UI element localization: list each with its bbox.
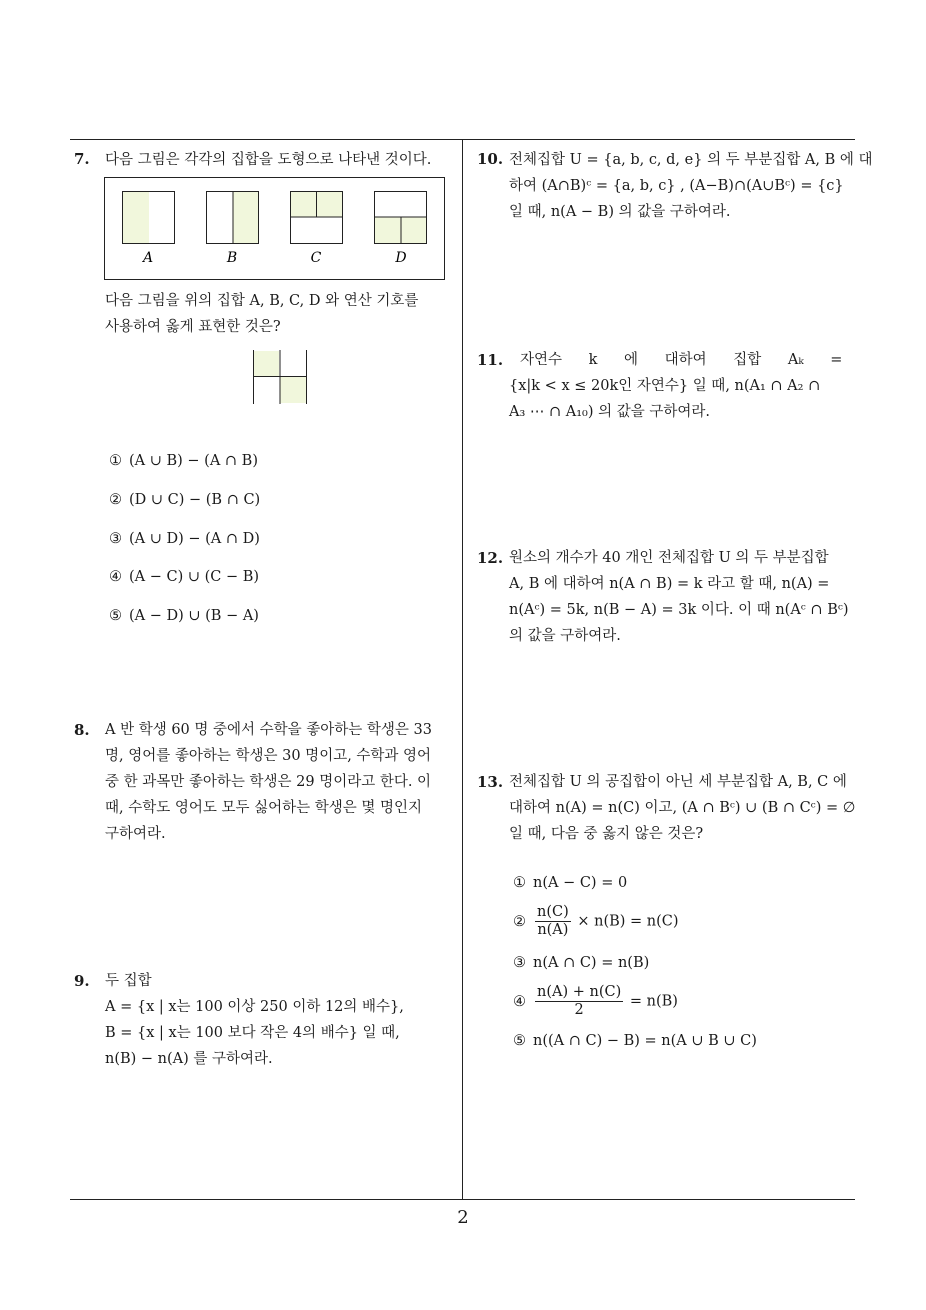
option-mark: ④ [513, 993, 526, 1010]
q10-number: 10. [477, 150, 504, 168]
q13-line: 일 때, 다음 중 옳지 않은 것은? [509, 826, 704, 842]
q7-prompt-line2: 사용하여 옳게 표현한 것은? [105, 319, 281, 335]
q8-line: 구하여라. [105, 826, 166, 842]
q8-line: 중 한 과목만 좋아하는 학생은 29 명이라고 한다. 이 [105, 774, 432, 790]
q12-line: 원소의 개수가 40 개인 전체집합 U 의 두 부분집합 [509, 550, 829, 566]
option-text: n(A ∩ C) = n(B) [533, 955, 650, 971]
q8-line: 명, 영어를 좋아하는 학생은 30 명이고, 수학과 영어 [105, 748, 432, 764]
q9-number: 9. [74, 972, 90, 990]
q12-line: A, B 에 대하여 n(A ∩ B) = k 라고 할 때, n(A) = [509, 576, 830, 592]
fraction-numerator: n(A) + n(C) [537, 984, 622, 1000]
q9-text [105, 968, 404, 1072]
q13-option-3[interactable] [513, 955, 649, 971]
option-mark: ④ [109, 569, 122, 585]
q10-line: 전체집합 U = {a, b, c, d, e} 의 두 부분집합 A, B 에 대 [509, 152, 873, 168]
q8-number: 8. [74, 721, 90, 739]
figure-a [122, 191, 175, 244]
fraction-denominator: n(A) [537, 922, 569, 938]
option-text: n(A − C) = 0 [533, 875, 628, 891]
column-divider [462, 139, 463, 1200]
q12-text [509, 545, 849, 649]
option-fraction [535, 904, 571, 939]
fraction-numerator: n(C) [537, 904, 569, 920]
figure-label-d: D [395, 250, 407, 266]
q11-line: {x|k < x ≤ 20k인 자연수} 일 때, n(A₁ ∩ A₂ ∩ [509, 378, 821, 394]
q10-line: 일 때, n(A − B) 의 값을 구하여라. [509, 204, 731, 220]
figure-c [291, 191, 344, 244]
option-text: (A − C) ∪ (C − B) [129, 569, 260, 585]
q12-line: n(Aᶜ) = 5k, n(B − A) = 3k 이다. 이 때 n(Aᶜ ∩ Bᶜ) [509, 602, 849, 618]
option-text: × n(B) = n(C) [577, 913, 679, 930]
q11-line: A₃ ⋯ ∩ A₁₀) 의 값을 구하여라. [509, 404, 710, 420]
q8-text [105, 717, 432, 847]
q9-line: 두 집합 [105, 973, 152, 989]
option-fraction [535, 984, 623, 1019]
option-mark: ② [109, 492, 122, 508]
q8-line: A 반 학생 60 명 중에서 수학을 좋아하는 학생은 33 [105, 722, 432, 738]
option-mark: ⑤ [513, 1033, 526, 1049]
q10-line: 하여 (A∩B)ᶜ = {a, b, c} , (A−B)∩(A∪Bᶜ) = {c} [509, 178, 844, 194]
q10-text [509, 147, 873, 225]
q7-set-figures [104, 177, 445, 280]
figure-label-b: B [226, 250, 238, 266]
option-text: (A − D) ∪ (B − A) [129, 608, 259, 624]
option-mark: ③ [513, 955, 526, 971]
q12-number: 12. [477, 549, 504, 567]
option-text: (A ∪ B) − (A ∩ B) [129, 453, 258, 469]
q7-option-1[interactable] [109, 453, 258, 469]
option-mark: ⑤ [109, 608, 122, 624]
option-text: = n(B) [629, 993, 678, 1010]
q7-option-5[interactable] [109, 608, 259, 624]
q7-number: 7. [74, 150, 90, 168]
q7-option-2[interactable] [109, 492, 260, 508]
q7-option-3[interactable] [109, 531, 260, 547]
q13-option-5[interactable] [513, 1033, 757, 1049]
q9-line: A = {x | x는 100 이상 250 이하 12의 배수}, [105, 999, 404, 1015]
option-mark: ③ [109, 531, 122, 547]
option-mark: ① [109, 453, 122, 469]
q13-option-2[interactable] [513, 904, 679, 939]
option-mark: ① [513, 875, 526, 891]
option-text: n((A ∩ C) − B) = n(A ∪ B ∪ C) [533, 1033, 757, 1049]
q13-option-1[interactable] [513, 875, 627, 891]
figure-label-a: A [142, 250, 154, 266]
q8-line: 때, 수학도 영어도 모두 싫어하는 학생은 몇 명인지 [105, 800, 423, 816]
figure-label-c: C [310, 250, 322, 266]
q13-line: 대하여 n(A) = n(C) 이고, (A ∩ Bᶜ) ∪ (B ∩ Cᶜ) = ∅ [509, 800, 856, 816]
q7-prompt-line1: 다음 그림을 위의 집합 A, B, C, D 와 연산 기호를 [105, 293, 419, 309]
q11-text [509, 347, 843, 425]
q13-number: 13. [477, 773, 504, 791]
fraction-denominator: 2 [574, 1002, 584, 1018]
figure-d [375, 192, 428, 244]
q11-number: 11. [477, 351, 504, 369]
figure-b [207, 191, 259, 244]
option-text: (D ∪ C) − (B ∩ C) [129, 492, 261, 508]
q13-text [509, 769, 855, 847]
q9-line: n(B) − n(A) 를 구하여라. [105, 1051, 273, 1067]
q7-stem: 다음 그림은 각각의 집합을 도형으로 나타낸 것이다. [105, 152, 432, 168]
q11-line: 자연수 k 에 대하여 집합 Aₖ = [520, 352, 843, 368]
page-number: 2 [457, 1207, 469, 1228]
q9-line: B = {x | x는 100 보다 작은 4의 배수} 일 때, [105, 1025, 400, 1041]
q7-target-figure [253, 350, 307, 404]
option-mark: ② [513, 913, 526, 930]
q13-line: 전체집합 U 의 공집합이 아닌 세 부분집합 A, B, C 에 [509, 774, 847, 790]
q13-option-4[interactable] [513, 984, 678, 1019]
q12-line: 의 값을 구하여라. [509, 628, 621, 644]
option-text: (A ∪ D) − (A ∩ D) [129, 531, 260, 547]
q7-prompt [105, 288, 418, 340]
q7-option-4[interactable] [109, 569, 259, 585]
